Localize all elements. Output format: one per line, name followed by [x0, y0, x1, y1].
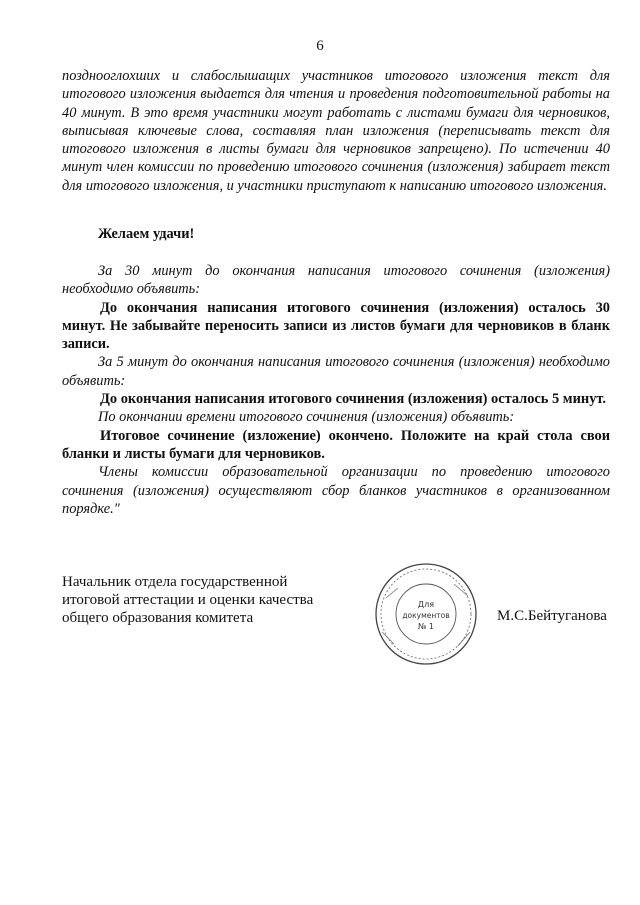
notice-30-text: До окончания написания итогового сочинения (изложения) осталось 30 минут. Не забывайте переносить записи из листов бумаги для черновиков в бланк записи.	[62, 299, 610, 353]
notice-30-intro: За 30 минут до окончания написания итогового сочинения (изложения) необходимо объявить:	[62, 263, 610, 298]
closing-paragraph: Члены комиссии образовательной организации по проведению итогового сочинения (изложения) осуществляют сбор бланков участников в организованном порядке."	[62, 464, 610, 517]
signature-title-line-3: общего образования комитета	[62, 610, 254, 626]
announcements-block	[62, 262, 610, 518]
stamp-text-3: № 1	[418, 622, 434, 631]
wish-heading: Желаем удачи!	[98, 226, 195, 242]
signature-block	[62, 573, 313, 627]
stamp-text-1: Для	[417, 600, 435, 609]
page-number: 6	[316, 38, 324, 54]
notice-5-intro: За 5 минут до окончания написания итогового сочинения (изложения) необходимо объявить:	[62, 354, 610, 389]
notice-end-text: Итоговое сочинение (изложение) окончено. Положите на край стола свои бланки и листы бумаги для черновиков.	[62, 427, 610, 462]
stamp-seal	[372, 558, 480, 670]
notice-end-intro: По окончании времени итогового сочинения (изложения) объявить:	[98, 409, 515, 426]
signature-title-line-1: Начальник отдела государственной	[62, 574, 288, 590]
stamp-text-2: документов	[402, 611, 450, 620]
notice-5-text: До окончания написания итогового сочинения (изложения) осталось 5 минут.	[100, 391, 606, 408]
signature-title-line-2: итоговой аттестации и оценки качества	[62, 592, 314, 608]
signatory-name: М.С.Бейтуганова	[497, 608, 607, 624]
paragraph-intro: позднооглохших и слабослышащих участников итогового изложения текст для итогового изложения выдается для чтения и проведения подготовительной работы на 40 минут. В это время участники могут работать с листами бумаги для черновиков, выписывая ключевые слова, составляя план изложения (переписывать текст для итогового изложения в листы бумаги для черновиков запрещено). По истечении 40 минут член комиссии по проведению итогового сочинения (изложения) забирает текст для итогового изложения, и участники приступают к написанию итогового изложения.	[62, 68, 610, 194]
